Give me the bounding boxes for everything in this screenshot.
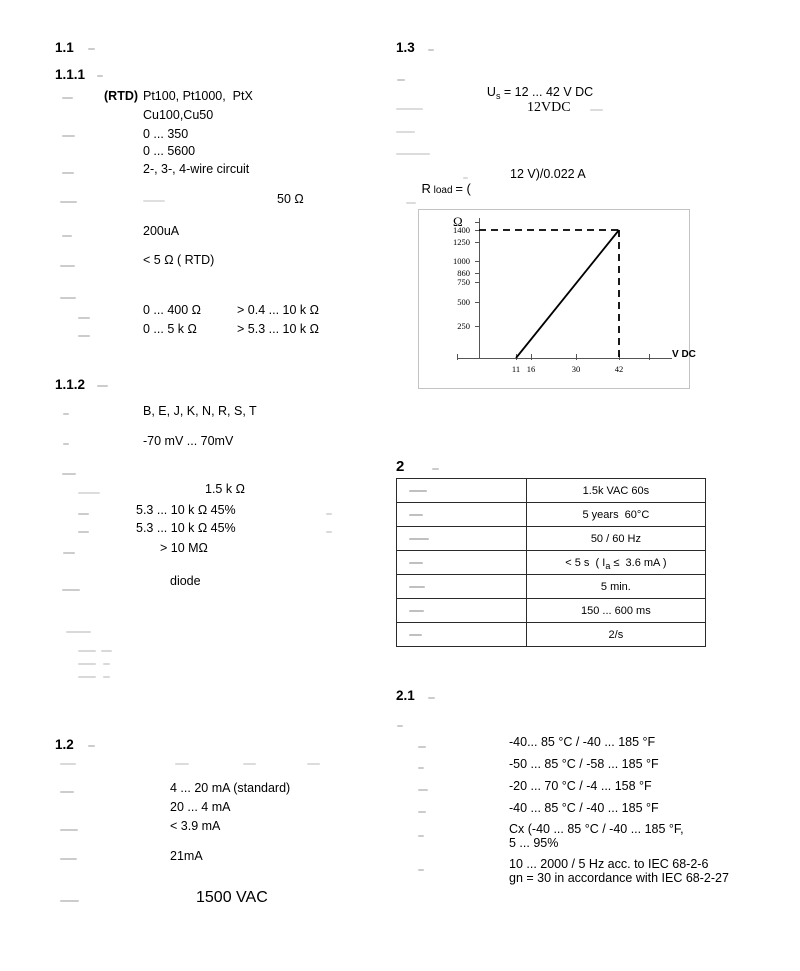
rtd-span-b-right: > 5.3 ... 10 k Ω	[237, 322, 319, 336]
illegible-label-mark	[78, 531, 89, 533]
illegible-label-mark	[62, 473, 76, 475]
illegible-label-mark	[397, 725, 403, 727]
illegible-label-mark	[78, 317, 90, 319]
illegible-label-mark	[396, 131, 415, 133]
section-number-2: 2	[396, 458, 405, 475]
env-vibration-line-2: gn = 30 in accordance with IEC 68-2-27	[509, 871, 729, 885]
table-row-value: 2/s	[526, 623, 705, 647]
output-over-current: 21mA	[170, 849, 203, 863]
table-row-value: < 5 s ( $I_a \le 3.6$ mA )	[526, 551, 705, 575]
chart-y-tick-label: 250	[457, 321, 470, 332]
illegible-label-mark	[62, 589, 80, 591]
rload-equals: = (	[455, 181, 471, 196]
illegible-label-mark	[60, 858, 77, 860]
table-row-label	[397, 527, 527, 551]
illegible-label-mark	[409, 490, 427, 492]
rtd-sensor-types: Pt100, Pt1000, PtX	[143, 89, 253, 103]
illegible-label-mark	[418, 767, 424, 769]
illegible-label-mark	[78, 650, 96, 652]
rload-subscript: load	[430, 185, 456, 196]
supply-voltage-range: = 12 ... 42 V DC	[500, 85, 594, 99]
env-ambient-temperature: -40... 85 °C / -40 ... 185 °F	[509, 735, 656, 749]
env-operating-temperature: -20 ... 70 °C / -4 ... 158 °F	[509, 779, 652, 793]
section-number-1-1-1: 1.1.1	[55, 67, 86, 82]
illegible-label-mark	[397, 79, 405, 81]
illegible-label-mark	[432, 468, 439, 470]
illegible-label-mark	[463, 177, 468, 179]
illegible-label-mark	[60, 791, 74, 793]
illegible-label-mark	[97, 75, 103, 77]
illegible-label-mark	[78, 513, 89, 515]
table-row-label	[397, 599, 527, 623]
chart-x-tick-label: 16	[526, 364, 536, 374]
illegible-label-mark	[418, 746, 426, 748]
table-row-label	[397, 623, 527, 647]
illegible-label-mark	[326, 531, 332, 533]
chart-y-tick-label: 500	[457, 296, 470, 307]
illegible-label-mark	[418, 835, 424, 837]
chart-x-axis-title: V DC	[672, 349, 696, 360]
illegible-label-mark	[590, 109, 603, 111]
table-row-label	[397, 551, 527, 575]
table-row-value: 150 ... 600 ms	[526, 599, 705, 623]
load-resistance-chart	[418, 209, 696, 389]
illegible-label-mark	[428, 49, 434, 51]
illegible-label-mark	[175, 763, 189, 765]
illegible-label-mark	[418, 811, 426, 813]
table-row-value: 5 years 60°C	[526, 503, 705, 527]
table-row	[397, 527, 706, 551]
table-row-value: 1.5k VAC 60s	[526, 479, 705, 503]
illegible-label-mark	[60, 265, 75, 267]
rtd-wiring: 2-, 3-, 4-wire circuit	[143, 162, 250, 176]
table-row	[397, 623, 706, 647]
illegible-label-mark	[60, 763, 76, 765]
rtd-sensor-types-2: Cu100,Cu50	[143, 108, 214, 122]
illegible-label-mark	[78, 676, 96, 678]
thermocouple-types: B, E, J, K, N, R, S, T	[143, 404, 257, 418]
chart-x-tick-label: 42	[614, 364, 624, 374]
illegible-label-mark	[409, 538, 429, 540]
table-row	[397, 479, 706, 503]
illegible-label-mark	[396, 108, 423, 110]
illegible-label-mark	[60, 201, 77, 203]
illegible-label-mark	[78, 492, 100, 494]
output-reverse: 20 ... 4 mA	[170, 800, 231, 814]
illegible-label-mark	[307, 763, 320, 765]
table-row-label	[397, 479, 527, 503]
illegible-label-mark	[396, 153, 430, 155]
rtd-excitation-current: 200uA	[143, 224, 180, 238]
illegible-label-mark	[63, 413, 69, 415]
chart-y-tick-label: 860	[457, 267, 470, 278]
illegible-label-mark	[60, 829, 78, 831]
illegible-label-mark	[406, 202, 416, 204]
chart-y-tick-label: 750	[457, 276, 470, 287]
illegible-label-mark	[66, 631, 91, 633]
illegible-label-mark	[78, 663, 96, 665]
supply-min-voltage: 12VDC	[527, 100, 571, 115]
rload-formula-tail: 12 V)/0.022 A	[510, 167, 586, 181]
illegible-label-mark	[409, 562, 423, 564]
illegible-label-mark	[62, 172, 74, 174]
illegible-label-mark	[409, 514, 423, 516]
illegible-label-mark	[78, 335, 90, 337]
table-row	[397, 599, 706, 623]
chart-data-line	[419, 210, 691, 390]
illegible-label-mark	[60, 900, 79, 902]
illegible-label-mark	[418, 789, 428, 791]
illegible-label-mark	[103, 676, 110, 678]
rtd-tag: (RTD)	[104, 89, 139, 103]
illegible-label-mark	[103, 663, 110, 665]
rtd-span-a-right: > 0.4 ... 10 k Ω	[237, 303, 319, 317]
rtd-range-1: 0 ... 350	[143, 127, 189, 141]
thermocouple-sensor-check: diode	[170, 574, 201, 588]
table-row-label	[397, 503, 527, 527]
thermocouple-resistance-1: 1.5 k Ω	[205, 482, 245, 496]
chart-y-axis-title: Ω	[453, 214, 463, 229]
thermocouple-resistance-2: 5.3 ... 10 k Ω 45%	[136, 503, 236, 517]
output-standard: 4 ... 20 mA (standard)	[170, 781, 291, 795]
table-row	[397, 503, 706, 527]
supply-voltage-subscript: s	[495, 91, 501, 101]
illegible-label-mark	[409, 634, 422, 636]
thermocouple-insulation: > 10 MΩ	[160, 541, 208, 555]
supply-voltage-symbol: U	[486, 85, 496, 99]
rtd-span-b-left: 0 ... 5 k Ω	[143, 322, 197, 336]
section-number-2-1: 2.1	[396, 688, 415, 703]
rtd-range-2: 0 ... 5600	[143, 144, 196, 158]
env-transport-temperature: -40 ... 85 °C / -40 ... 185 °F	[509, 801, 659, 815]
illegible-label-mark	[63, 552, 75, 554]
chart-x-tick-label: 30	[571, 364, 581, 374]
output-isolation: 1500 VAC	[196, 889, 268, 906]
illegible-label-mark	[409, 610, 424, 612]
illegible-label-mark	[63, 443, 69, 445]
table-row	[397, 551, 706, 575]
rtd-span-a-left: 0 ... 400 Ω	[143, 303, 201, 317]
chart-y-tick-label: 1250	[453, 236, 470, 247]
chart-y-tick-label: 1000	[453, 255, 470, 266]
illegible-label-mark	[243, 763, 256, 765]
output-under-current: < 3.9 mA	[170, 819, 221, 833]
illegible-label-mark	[326, 513, 332, 515]
illegible-label-mark	[409, 586, 425, 588]
illegible-label-mark	[88, 48, 95, 50]
table-row-label	[397, 575, 527, 599]
illegible-label-mark	[143, 200, 165, 202]
section-number-1-3: 1.3	[396, 40, 415, 55]
illegible-label-mark	[62, 97, 73, 99]
thermocouple-resistance-3: 5.3 ... 10 k Ω 45%	[136, 521, 236, 535]
rtd-lead-spec: < 5 Ω ( RTD)	[143, 253, 215, 267]
table-row	[397, 575, 706, 599]
table-row-value: 50 / 60 Hz	[526, 527, 705, 551]
illegible-label-mark	[62, 135, 75, 137]
specifications-table	[396, 478, 706, 647]
chart-y-tick-label: 1400	[453, 225, 470, 235]
thermocouple-mv-range: -70 mV ... 70mV	[143, 434, 234, 448]
illegible-label-mark	[88, 745, 95, 747]
env-storage-temperature: -50 ... 85 °C / -58 ... 185 °F	[509, 757, 659, 771]
section-number-1-1: 1.1	[55, 40, 74, 55]
illegible-label-mark	[62, 235, 72, 237]
illegible-label-mark	[428, 697, 435, 699]
rload-symbol: R	[421, 181, 431, 196]
illegible-label-mark	[418, 869, 424, 871]
table-row-value: 5 min.	[526, 575, 705, 599]
section-number-1-2: 1.2	[55, 737, 74, 752]
env-humidity-line-1: Cx (-40 ... 85 °C / -40 ... 185 °F,	[509, 822, 684, 836]
env-vibration-line-1: 10 ... 2000 / 5 Hz acc. to IEC 68-2-6	[509, 857, 709, 871]
section-number-1-1-2: 1.1.2	[55, 377, 86, 392]
illegible-label-mark	[101, 650, 112, 652]
illegible-label-mark	[97, 385, 108, 387]
rtd-lead-resistance: 50 Ω	[277, 192, 304, 206]
chart-x-tick-label: 11	[511, 364, 521, 374]
illegible-label-mark	[60, 297, 76, 299]
env-humidity-line-2: 5 ... 95%	[509, 836, 559, 850]
